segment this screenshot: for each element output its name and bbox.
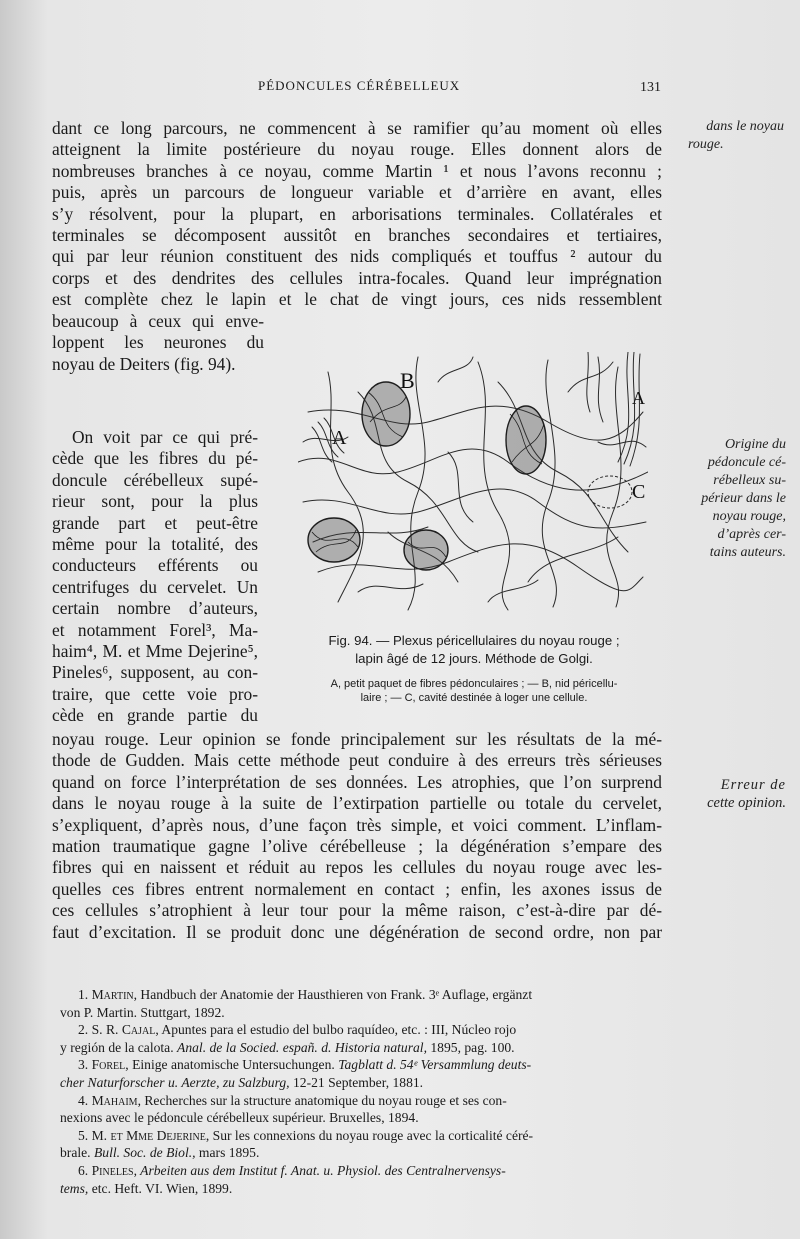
legend-line: laire ; — C, cavité destinée à loger une cellule. [360,692,588,704]
text-line: cède en grande partie du [52,705,258,726]
text-line: puis, après un parcours de longueur variable et d’arrière en avant, elles [52,182,662,203]
footnote-5 [60,1127,660,1162]
footnote-text: Sur les connexions du noyau rouge avec la corticalité céré- [209,1127,534,1143]
text-line: cède que les fibres du pé- [52,448,258,469]
figure-label-c: C [632,481,646,503]
margin-note-line: rouge. [688,137,724,152]
text-line: conducteurs efférents ou [52,555,258,576]
text-line: certain nombre d’auteurs, [52,598,258,619]
margin-note-line: tains auteurs. [709,545,786,560]
text-line: s’y résolvent, pour la plupart, en arborisations terminales. Collatérales et [52,203,662,224]
footnote-text: Handbuch der Anatomie der Hausthieren von Frank. 3ᵉ Auflage, ergänzt [137,987,533,1002]
running-title: PÉDONCULES CÉRÉBELLEUX [258,78,461,93]
footnote-1 [60,986,660,1021]
footnote-journal: cher Naturforscher u. Aerzte, zu Salzburg, [60,1074,290,1090]
text-line: traire, que cette voie pro- [52,683,258,704]
margin-note-origine [676,436,786,562]
footnote-author: 1. Martin, [78,987,138,1002]
paragraph-top [52,118,662,311]
text-line: beaucoup à ceux qui enve- [52,311,264,331]
text-line: centrifuges du cervelet. Un [52,576,258,597]
footnote-text: 12-21 September, 1881. [289,1074,424,1090]
text-line: et notamment Forel³, Ma- [52,619,258,640]
margin-note-noyau-rouge [680,118,784,154]
footnote-6 [60,1162,660,1197]
footnote-author: 2. S. R. Cajal, [78,1022,159,1038]
text-line: grande part et peut-être [52,512,258,533]
footnote-journal: Arbeiten aus dem Institut f. Anat. u. Physiol. des Centralnervensys- [137,1162,506,1178]
text-line: rieur sont, pour la plus [52,491,258,512]
figure-label-a-left: A [332,427,347,449]
text-line: qui par leur réunion constituent des nids compliqués et touffus ² autour du [52,246,662,267]
margin-note-line: Origine du [724,437,786,452]
text-line: est complète chez le lapin et le chat de vingt jours, ces nids ressemblent [52,289,662,310]
text-line: thode de Gudden. Mais cette méthode peut conduire à des erreurs très sérieuses [52,750,662,771]
footnote-author: 6. Pineles, [78,1162,137,1178]
text-line: dans le noyau rouge à la suite de l’extirpation partielle ou totale du cervelet, [52,793,662,814]
text-line: noyau rouge. Leur opinion se fonde principalement sur les résultats de la mé- [52,729,662,749]
margin-note-line: rébelleux su- [713,473,786,488]
figure-legend [283,677,665,705]
margin-note-line: Erreur de [720,777,786,793]
footnote-journal: tems, [60,1180,89,1196]
footnote-journal: Tagblatt d. 54ᵉ Versammlung deuts- [338,1057,532,1073]
text-line: On voit par ce qui pré- [72,427,258,447]
text-line: atteignent la limite postérieure du noyau rouge. Elles donnent alors de [52,139,662,160]
text-line: noyau de Deiters (fig. 94). [52,353,236,374]
plexus-drawing [298,352,648,614]
text-line: nombreuses branches à ce noyau, comme Martin ¹ et nous l’avons reconnu ; [52,160,662,181]
footnote-text: y región de la calota. [60,1039,178,1055]
text-line: terminales se décomposent aussitôt en branches secondaires et tertiaires, [52,225,662,246]
footnote-text: Apuntes para el estudio del bulbo raquídeo, etc. : III, Núcleo rojo [158,1022,517,1038]
figure-94-illustration [298,352,648,614]
footnote-text: mars 1895. [195,1145,260,1161]
text-line: s’expliquent, d’après nous, d’une façon très simple, et voici comment. L’inflam- [52,814,662,835]
footnote-journal: Bull. Soc. de Biol., [93,1145,196,1161]
text-line: dant ce long parcours, ne commencent à se ramifier qu’au moment où elles [52,118,662,138]
paragraph-bottom [52,729,662,943]
footnote-author: 4. Mahaim, [78,1092,141,1108]
footnote-author: 3. Forel, [78,1057,129,1073]
legend-line: A, petit paquet de fibres pédonculaires ; — B, nid péricellu- [330,678,618,690]
figure-label-b: B [400,368,415,393]
footnote-text: Einige anatomische Untersuchungen. [128,1057,339,1073]
footnote-text: 1895, pag. 100. [426,1039,515,1055]
figure-caption [283,632,665,668]
figure-label-a-top: A [632,388,645,408]
footnote-2 [60,1021,660,1056]
margin-note-line: noyau rouge, [712,509,786,524]
footnote-author: 5. M. et Mme Dejerine, [78,1127,210,1143]
text-line: Pineles⁶, supposent, au con- [52,662,258,683]
footnote-text: von P. Martin. Stuttgart, 1892. [60,1004,225,1020]
text-line: même pour la totalité, des [52,534,258,555]
footnote-3 [60,1056,660,1091]
text-line: corps et des dendrites des cellules intra-focales. Quand leur imprégnation [52,267,662,288]
text-line: quand on force l’interprétation de ses données. Les atrophies, que l’on surprend [52,771,662,792]
text-line: fibres qui en naissent et réduit au repos les cellules du noyau rouge avec les- [52,857,662,878]
margin-note-line: cette opinion. [707,795,786,811]
footnotes [60,986,660,1197]
footnote-text: Recherches sur la structure anatomique du noyau rouge et ses con- [140,1092,507,1108]
text-line: faut d’excitation. Il se produit donc une dégénération de second ordre, non par [52,921,662,942]
footnote-text: etc. Heft. VI. Wien, 1899. [88,1180,233,1196]
page-number: 131 [640,80,661,95]
footnote-text: brale. [60,1145,94,1161]
paragraph-left-b [52,427,258,727]
text-line: quelles ces fibres entrent normalement en contact ; enfin, les axones issus de [52,878,662,899]
caption-line: lapin âgé de 12 jours. Méthode de Golgi. [355,651,593,666]
text-line: doncule cérébelleux supé- [52,469,258,490]
text-line: mation traumatique gagne l’olive cérébelleuse ; la dégénération s’empare des [52,836,662,857]
caption-line: Fig. 94. — Plexus péricellulaires du noyau rouge ; [328,633,620,648]
margin-note-erreur [676,776,786,812]
margin-note-line: d’après cer- [717,527,786,542]
footnote-text: nexions avec le pédoncule cérébelleux supérieur. Bruxelles, 1894. [60,1110,419,1126]
paragraph-left-a [52,311,264,375]
text-line: haim⁴, M. et Mme Dejerine⁵, [52,641,258,662]
text-line: ces cellules s’atrophient à leur tour pour la même raison, c’est-à-dire par dé- [52,900,662,921]
footnote-4 [60,1092,660,1127]
margin-note-line: périeur dans le [701,491,786,506]
margin-note-line: pédoncule cé- [707,455,786,470]
margin-note-line: dans le noyau [706,119,784,134]
footnote-journal: Anal. de la Socied. españ. d. Historia natural, [177,1039,427,1055]
text-line: loppent les neurones du [52,332,264,353]
